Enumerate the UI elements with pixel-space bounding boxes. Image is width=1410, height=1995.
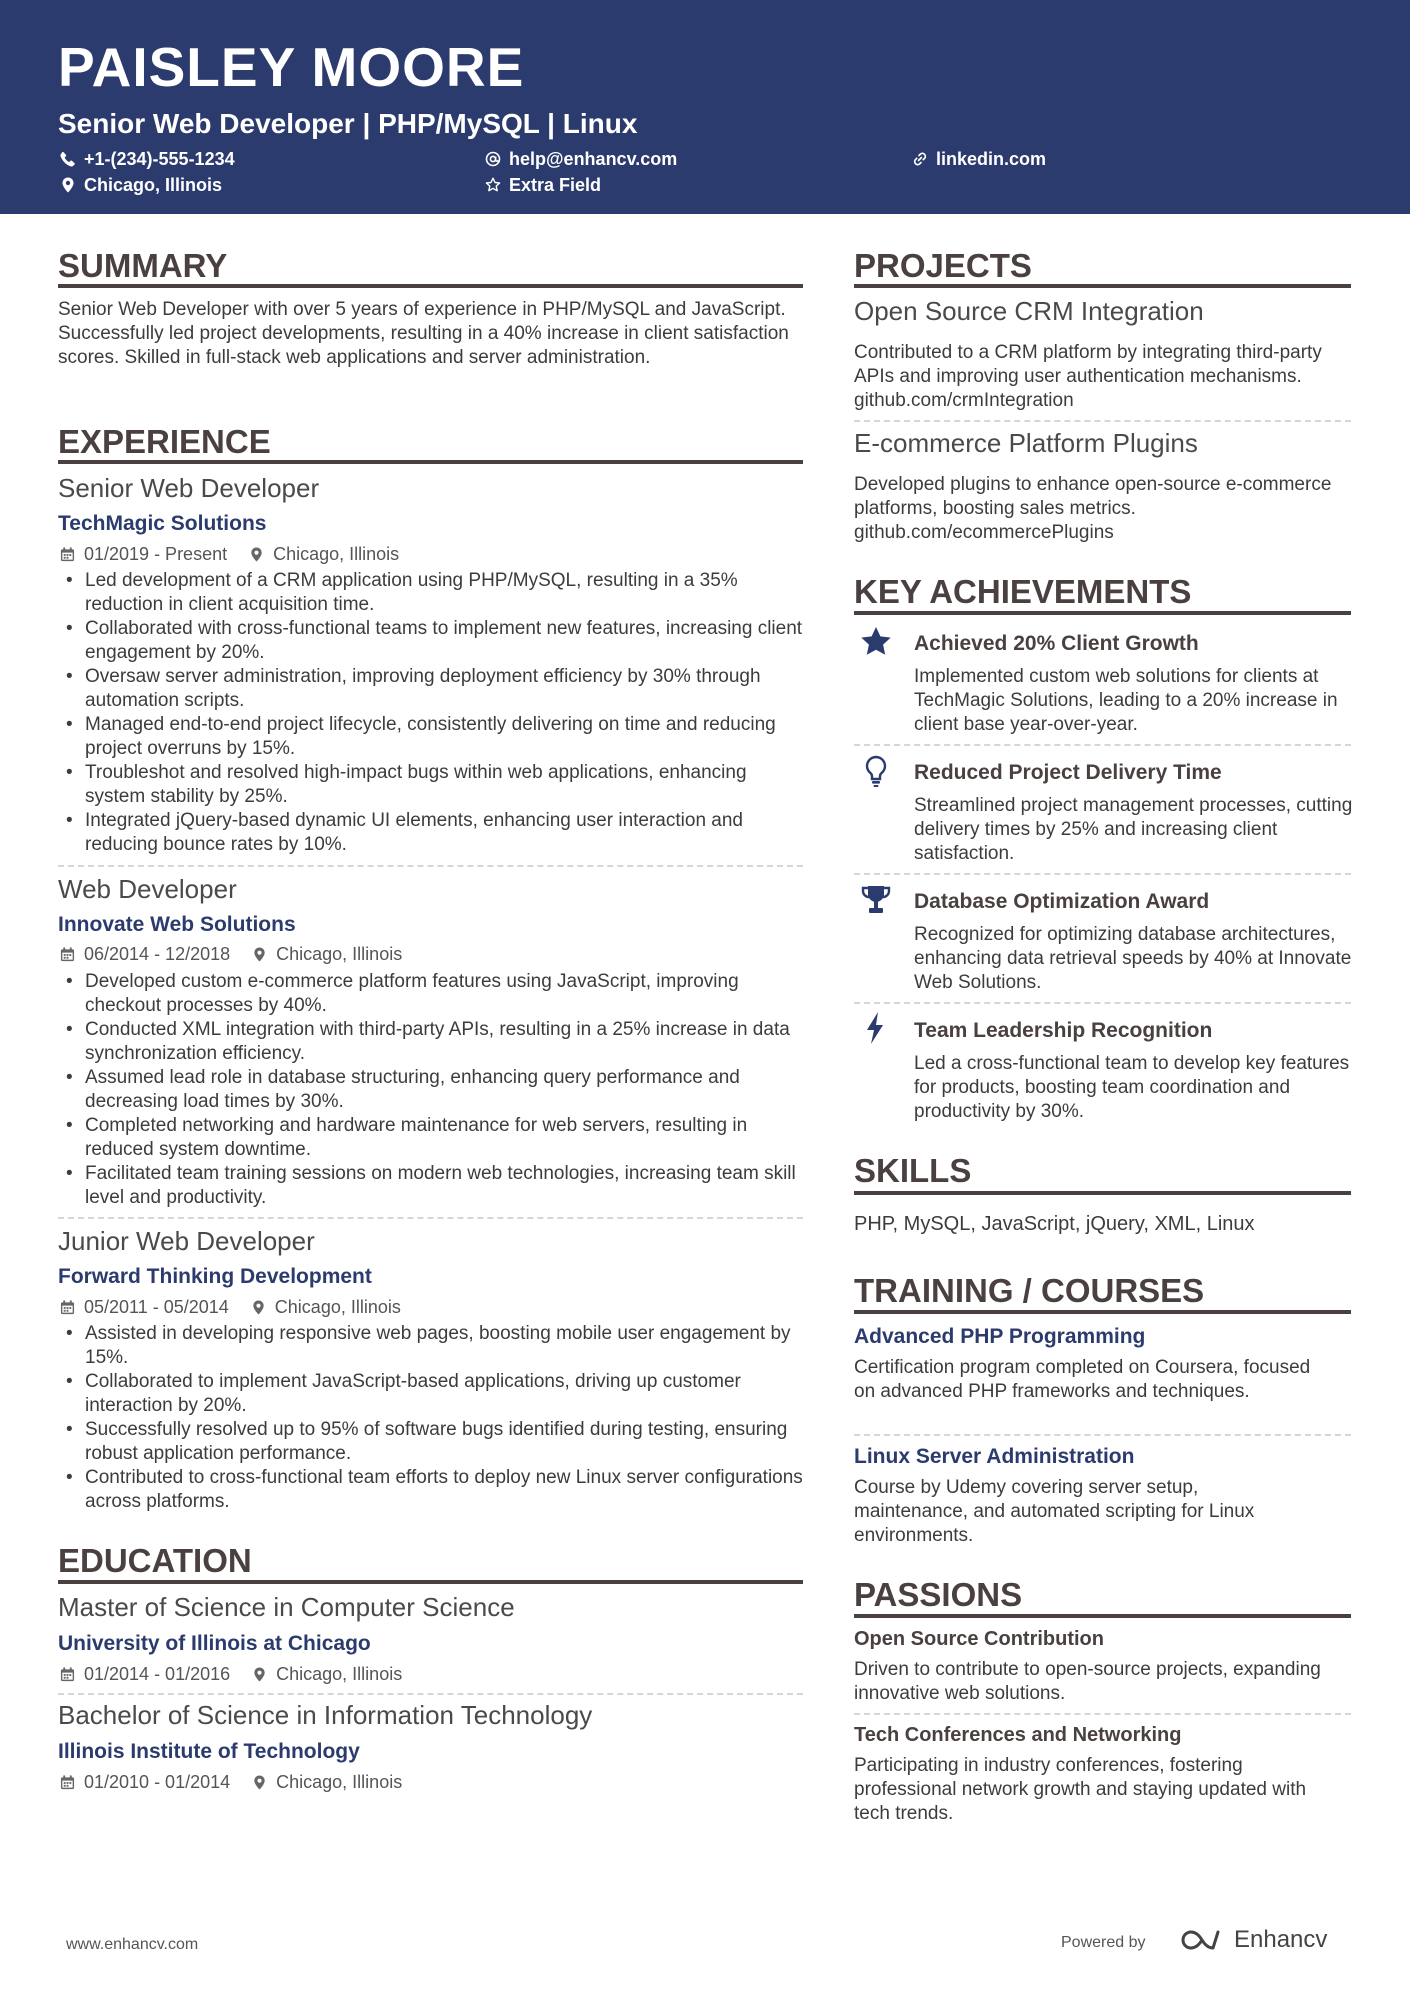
achievement-title: Team Leadership Recognition	[914, 1019, 1213, 1042]
divider	[58, 1693, 803, 1695]
education-dates: 01/2014 - 01/2016	[84, 1664, 231, 1684]
achievement-description: Led a cross-functional team to develop key features for products, boosting team coordination and productivity by 30%.	[914, 1053, 1350, 1122]
candidate-title: Senior Web Developer | PHP/MySQL | Linux	[58, 108, 638, 139]
job-dates: 06/2014 - 12/2018	[84, 944, 231, 964]
summary-heading: SUMMARY	[58, 247, 228, 284]
skills-rule	[854, 1191, 1351, 1195]
passion-title: Open Source Contribution	[854, 1628, 1104, 1650]
divider	[854, 1713, 1351, 1715]
list-item: • Collaborated to implement JavaScript-based applications, driving up customer interaction by 20%.	[58, 1370, 803, 1418]
course-description: Course by Udemy covering server setup, maintenance, and automated scripting for Linux environments.	[854, 1477, 1255, 1546]
job-company: Innovate Web Solutions	[58, 913, 296, 936]
list-item: • Led development of a CRM application using PHP/MySQL, resulting in a 35% reduction in client acquisition time.	[58, 569, 803, 617]
job-meta	[60, 1298, 401, 1316]
linkedin-contact[interactable]	[912, 150, 1046, 168]
enhancv-logo-icon	[1180, 1927, 1228, 1953]
footer-powered-by: Powered by	[1061, 1934, 1146, 1951]
trophy-icon	[858, 882, 894, 918]
star-icon	[858, 624, 894, 660]
experience-rule	[58, 460, 803, 464]
list-item: • Contributed to cross-functional team efforts to deploy new Linux server configurations across platforms.	[58, 1466, 803, 1514]
passion-description: Driven to contribute to open-source projects, expanding innovative web solutions.	[854, 1659, 1321, 1704]
location-pin-icon	[252, 947, 267, 962]
extra-field-text: Extra Field	[509, 175, 602, 195]
calendar-icon	[60, 1667, 75, 1682]
course-title: Advanced PHP Programming	[854, 1325, 1146, 1348]
divider	[58, 1217, 803, 1219]
summary-text: Senior Web Developer with over 5 years of experience in PHP/MySQL and JavaScript. Successfully led project developments, resulting in a 40% increase in client satisfaction scores. Skilled in full-stack web applications and server administration.	[58, 299, 789, 368]
extra-field-contact	[485, 176, 601, 194]
course-description: Certification program completed on Coursera, focused on advanced PHP frameworks and techniques.	[854, 1357, 1311, 1402]
job-location: Chicago, Illinois	[273, 544, 400, 564]
passion-description: Participating in industry conferences, fostering professional network growth and staying updated with tech trends.	[854, 1755, 1307, 1824]
job-location: Chicago, Illinois	[274, 1297, 401, 1317]
calendar-icon	[60, 547, 75, 562]
location-pin-icon	[252, 1667, 267, 1682]
list-item: • Assumed lead role in database structuring, enhancing query performance and decreasing load times by 30%.	[58, 1066, 803, 1114]
list-item: • Collaborated with cross-functional teams to implement new features, increasing client engagement by 20%.	[58, 617, 803, 665]
location-text: Chicago, Illinois	[84, 175, 223, 195]
enhancv-logo-text: Enhancv	[1234, 1926, 1328, 1953]
location-pin-icon	[60, 177, 76, 193]
education-heading: EDUCATION	[58, 1542, 252, 1579]
course-title: Linux Server Administration	[854, 1445, 1135, 1468]
job-company: TechMagic Solutions	[58, 512, 267, 535]
experience-heading: EXPERIENCE	[58, 423, 271, 460]
divider	[854, 873, 1351, 875]
star-outline-icon	[485, 177, 501, 193]
divider	[854, 744, 1351, 746]
divider	[854, 1002, 1351, 1004]
project-title: E-commerce Platform Plugins	[854, 428, 1198, 458]
education-dates: 01/2010 - 01/2014	[84, 1772, 231, 1792]
divider	[854, 1434, 1351, 1436]
list-item: • Developed custom e-commerce platform features using JavaScript, improving checkout processes by 40%.	[58, 970, 803, 1018]
school-name: Illinois Institute of Technology	[58, 1740, 360, 1763]
email-contact[interactable]	[485, 150, 677, 168]
achievement-title: Database Optimization Award	[914, 890, 1210, 913]
divider	[854, 420, 1351, 422]
candidate-name: PAISLEY MOORE	[58, 36, 525, 98]
skills-heading: SKILLS	[854, 1152, 972, 1189]
list-item: • Conducted XML integration with third-party APIs, resulting in a 25% increase in data synchronization efficiency.	[58, 1018, 803, 1066]
job-role: Senior Web Developer	[58, 473, 320, 503]
at-icon	[485, 151, 501, 167]
job-location: Chicago, Illinois	[276, 944, 403, 964]
list-item: • Facilitated team training sessions on modern web technologies, increasing team skill level and productivity.	[58, 1162, 803, 1210]
passion-title: Tech Conferences and Networking	[854, 1724, 1182, 1746]
footer-website-link[interactable]: www.enhancv.com	[66, 1936, 199, 1953]
degree-title: Bachelor of Science in Information Technology	[58, 1700, 593, 1730]
calendar-icon	[60, 1300, 75, 1315]
degree-title: Master of Science in Computer Science	[58, 1592, 515, 1622]
job-meta	[60, 545, 399, 563]
job-role: Web Developer	[58, 874, 237, 904]
linkedin-text: linkedin.com	[936, 149, 1047, 169]
project-title: Open Source CRM Integration	[854, 296, 1204, 326]
divider	[58, 865, 803, 867]
projects-heading: PROJECTS	[854, 247, 1032, 284]
list-item: • Completed networking and hardware maintenance for web servers, resulting in reduced system downtime.	[58, 1114, 803, 1162]
education-meta	[60, 1773, 402, 1791]
email-text: help@enhancv.com	[509, 149, 678, 169]
education-location: Chicago, Illinois	[276, 1664, 403, 1684]
job-dates: 05/2011 - 05/2014	[84, 1297, 229, 1317]
list-item: • Integrated jQuery-based dynamic UI elements, enhancing user interaction and reducing bounce rates by 10%.	[58, 809, 803, 857]
phone-text: +1-(234)-555-1234	[84, 149, 235, 169]
achievements-rule	[854, 611, 1351, 615]
training-rule	[854, 1310, 1351, 1314]
phone-contact[interactable]	[60, 150, 235, 168]
summary-rule	[58, 284, 803, 288]
project-description: Contributed to a CRM platform by integrating third-party APIs and improving user authentication mechanisms. github.com/crmIntegration	[854, 342, 1322, 411]
list-item: • Oversaw server administration, improving deployment efficiency by 30% through automation scripts.	[58, 665, 803, 713]
projects-rule	[854, 284, 1351, 288]
education-rule	[58, 1580, 803, 1584]
list-item: • Successfully resolved up to 95% of software bugs identified during testing, ensuring robust application performance.	[58, 1418, 803, 1466]
location-contact	[60, 176, 222, 194]
job-bullets	[58, 1322, 803, 1514]
achievement-description: Implemented custom web solutions for clients at TechMagic Solutions, leading to a 20% increase in client base year-over-year.	[914, 666, 1338, 735]
enhancv-logo[interactable]	[1180, 1926, 1327, 1954]
job-dates: 01/2019 - Present	[84, 544, 228, 564]
phone-icon	[60, 151, 76, 167]
skills-list: PHP, MySQL, JavaScript, jQuery, XML, Linux	[854, 1213, 1255, 1235]
job-company: Forward Thinking Development	[58, 1265, 372, 1288]
list-item: • Assisted in developing responsive web pages, boosting mobile user engagement by 15%.	[58, 1322, 803, 1370]
education-meta	[60, 1665, 402, 1683]
passions-heading: PASSIONS	[854, 1576, 1023, 1613]
achievement-title: Achieved 20% Client Growth	[914, 632, 1199, 655]
job-meta	[60, 945, 402, 963]
education-location: Chicago, Illinois	[276, 1772, 403, 1792]
achievements-heading: KEY ACHIEVEMENTS	[854, 573, 1192, 610]
training-heading: TRAINING / COURSES	[854, 1272, 1205, 1309]
calendar-icon	[60, 1775, 75, 1790]
job-role: Junior Web Developer	[58, 1226, 315, 1256]
achievement-title: Reduced Project Delivery Time	[914, 761, 1222, 784]
location-pin-icon	[252, 1775, 267, 1790]
job-bullets	[58, 970, 803, 1210]
lightning-icon	[858, 1010, 894, 1046]
passions-rule	[854, 1614, 1351, 1618]
list-item: • Troubleshot and resolved high-impact bugs within web applications, enhancing system stability by 25%.	[58, 761, 803, 809]
achievement-description: Recognized for optimizing database architectures, enhancing data retrieval speeds by 40% at Innovate Web Solutions.	[914, 924, 1352, 993]
location-pin-icon	[251, 1300, 266, 1315]
list-item: • Managed end-to-end project lifecycle, consistently delivering on time and reducing project overruns by 15%.	[58, 713, 803, 761]
job-bullets	[58, 569, 803, 857]
calendar-icon	[60, 947, 75, 962]
resume-header	[0, 0, 1410, 214]
location-pin-icon	[249, 547, 264, 562]
school-name: University of Illinois at Chicago	[58, 1632, 371, 1655]
link-icon	[912, 151, 928, 167]
lightbulb-icon	[858, 753, 894, 789]
achievement-description: Streamlined project management processes, cutting delivery times by 25% and increasing client satisfaction.	[914, 795, 1353, 864]
project-description: Developed plugins to enhance open-source e-commerce platforms, boosting sales metrics. github.com/ecommercePlugins	[854, 474, 1332, 543]
